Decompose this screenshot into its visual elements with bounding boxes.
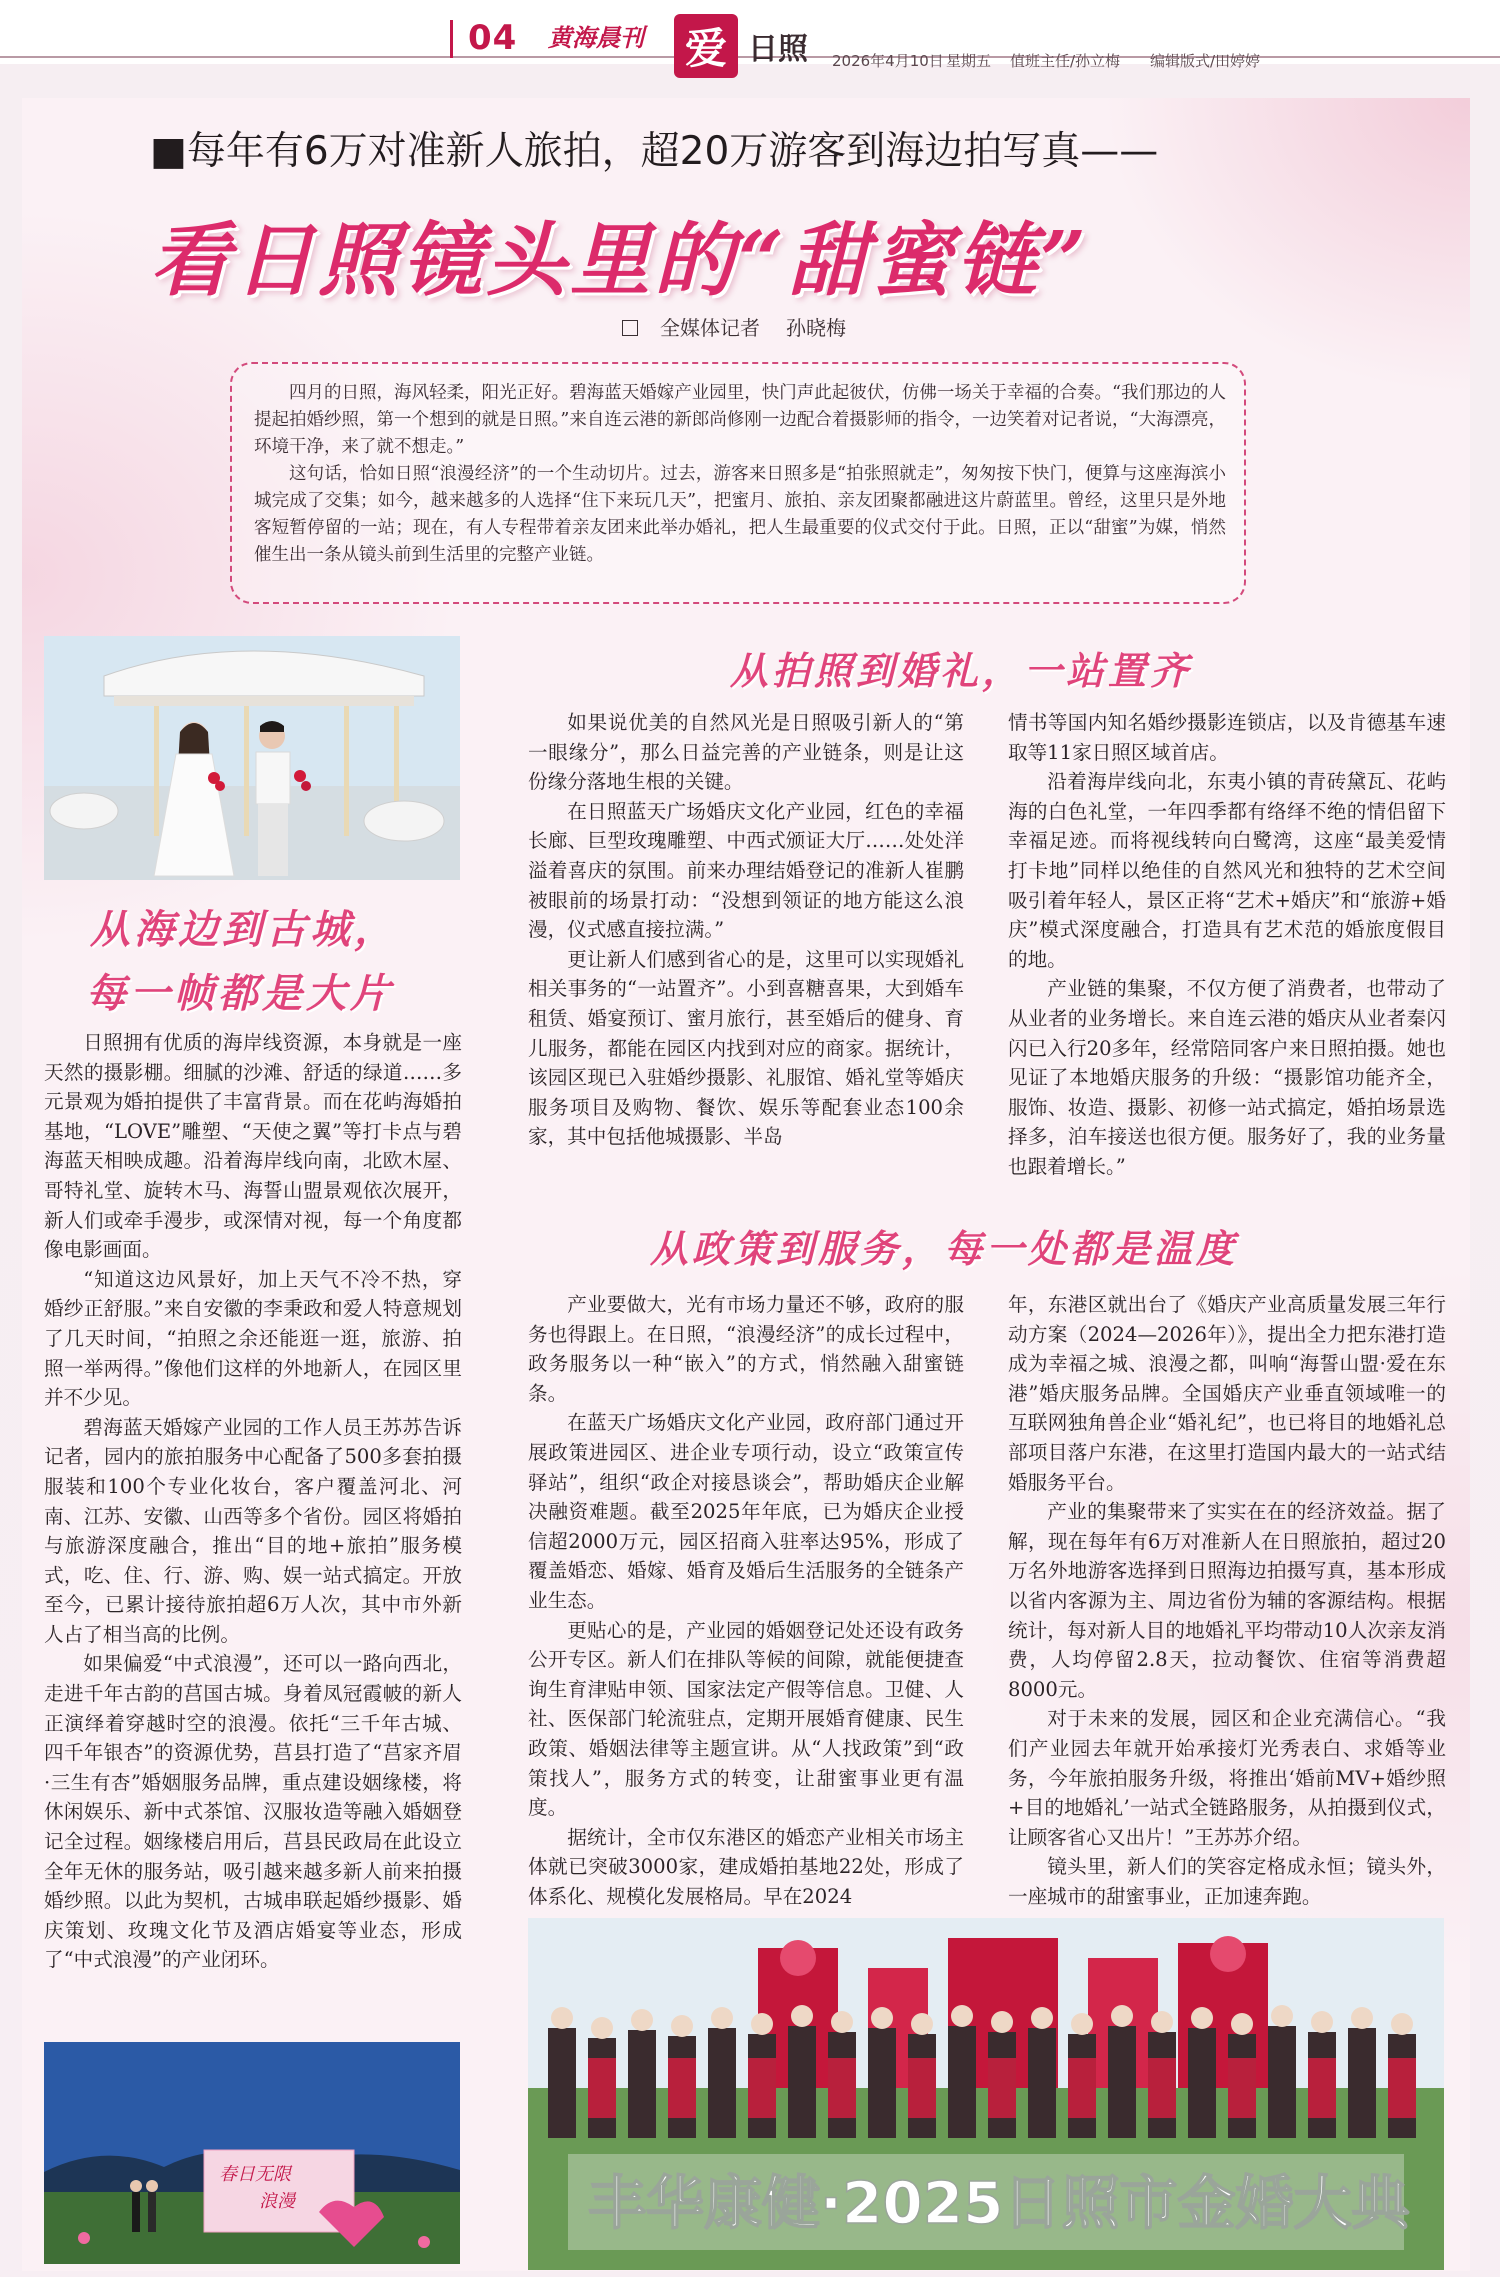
article-headline: 看日照镜头里的“甜蜜链” [150,213,1091,307]
section3-paragraph: 产业要做大，光有市场力量还不够，政府的服务也得跟上。在日照，“浪漫经济”的成长过程中，政务服务以一种“嵌入”的方式，悄然融入甜蜜链条。 [528,1293,964,1405]
carousel-illustration [44,636,460,880]
section1-body [44,1028,462,1975]
section2-col-a [528,708,964,1152]
section1-title-line2: 每一帧都是大片 [86,970,394,1017]
paper-name: 黄海晨刊 [548,23,644,52]
section2-paragraph: 更让新人们感到省心的是，这里可以实现婚礼相关事务的“一站置齐”。小到喜糖喜果，大到婚车租赁、婚宴预订、蜜月旅行，甚至婚后的健身、育儿服务，都能在园区内找到对应的商家。据统计，该园区现已入驻婚纱摄影、礼服馆、婚礼堂等婚庆服务项目及购物、餐饮、娱乐等配套业态100余家，其中包括他城摄影、半岛 [528,947,964,1149]
night-stage-illustration [44,2042,460,2264]
page-number: 04 [468,18,518,58]
section3-title: 从政策到服务，每一处都是温度 [650,1226,1239,1271]
section3-paragraph: 产业的集聚带来了实实在在的经济效益。据了解，现在每年有6万对准新人在日照旅拍，超过20万名外地游客选择到日照海边拍摄写真，基本形成以省内客源为主、周边省份为辅的客源结构。根据统计，每对新人目的地婚礼平均带动10人次亲友消费，人均停留2.8天，拉动餐饮、住宿等消费超8000元。 [1008,1500,1446,1701]
section3-paragraph: 对于未来的发展，园区和企业充满信心。“我们产业园去年就开始承接灯光秀表白、求婚等业务，今年旅拍服务升级，将推出‘婚前MV+婚纱照+目的地婚礼’一站式全链路服务，从拍摄到仪式，让顾客省心又出片！”王苏苏介绍。 [1008,1707,1446,1849]
section2-paragraph: 如果说优美的自然风光是日照吸引新人的“第一眼缘分”，那么日益完善的产业链条，则是让这份缘分落地生根的关键。 [528,711,964,794]
masthead [0,0,1500,73]
section3-col-a [528,1290,964,1911]
page-number-bar [450,20,453,58]
photo-golden-wedding [528,1918,1444,2270]
photo-night-stage [44,2042,460,2264]
section1-paragraph: 碧海蓝天婚嫁产业园的工作人员王苏苏告诉记者，园内的旅拍服务中心配备了500多套拍摄服装和100个专业化妆台，客户覆盖河北、河南、江苏、安徽、山西等多个省份。园区将婚拍与旅游深度融合，推出“目的地+旅拍”服务模式，吃、住、行、游、购、娱一站式搞定。开放至今，已累计接待旅拍超6万人次，其中市外新人占了相当高的比例。 [44,1415,462,1646]
lede-box [230,362,1246,604]
duty-editor: 值班主任/孙立梅 [1010,52,1121,70]
stage-sign-line1: 春日无限 [219,2164,291,2185]
section-badge: 爱 [674,14,738,78]
byline-box-icon [622,320,638,336]
section2-paragraph: 沿着海岸线向北，东夷小镇的青砖黛瓦、花屿海的白色礼堂，一年四季都有络绎不绝的情侣留下幸福足迹。而将视线转向白鹭湾，这座“最美爱情打卡地”同样以绝佳的自然风光和独特的艺术空间吸引着年轻人，景区正将“艺术+婚庆”和“旅游+婚庆”模式深度融合，打造具有艺术范的婚旅度假目的地。 [1008,770,1446,971]
section2-paragraph: 在日照蓝天广场婚庆文化产业园，红色的幸福长廊、巨型玫瑰雕塑、中西式颁证大厅……处处洋溢着喜庆的氛围。前来办理结婚登记的准新人崔鹏被眼前的场景打动：“没想到领证的地方能这么浪漫，仪式感直接拉满。” [528,799,964,942]
section1-title-line1: 从海边到古城， [90,906,398,953]
lede-paragraph: 这句话，恰如日照“浪漫经济”的一个生动切片。过去，游客来日照多是“拍张照就走”，匆匆按下快门，便算与这座海滨小城完成了交集；如今，越来越多的人选择“住下来玩几天”，把蜜月、旅拍、亲友团聚都融进这片蔚蓝里。曾经，这里只是外地客短暂停留的一站；现在，有人专程带着亲友团来此举办婚礼，把人生最重要的仪式交付于此。日照，正以“甜蜜”为媒，悄然催生出一条从镜头前到生活里的完整产业链。 [254,464,1226,565]
section3-paragraph: 镜头里，新人们的笑容定格成永恒；镜头外，一座城市的甜蜜事业，正加速奔跑。 [1008,1855,1446,1908]
issue-weekday: 星期五 [946,52,992,70]
photo-couple-carousel [44,636,460,880]
byline-name: 孙晓梅 [786,316,846,340]
section2-title: 从拍照到婚礼，一站置齐 [730,648,1193,693]
section2-col-b [1008,708,1446,1182]
article-kicker: ■每年有6万对准新人旅拍，超20万游客到海边拍写真—— [150,129,1159,174]
stage-sign-line2: 浪漫 [259,2191,295,2212]
golden-wedding-illustration [528,1918,1444,2270]
byline [622,312,846,341]
section1-paragraph: 如果偏爱“中式浪漫”，还可以一路向西北，走进千年古韵的莒国古城。身着凤冠霞帔的新人正演绎着穿越时空的浪漫。依托“三千年古城、四千年银杏”的资源优势，莒县打造了“莒家齐眉·三生有杏”婚姻服务品牌，重点建设姻缘楼，将休闲娱乐、新中式茶馆、汉服妆造等融入婚姻登记全过程。姻缘楼启用后，莒县民政局在此设立全年无休的服务站，吸引越来越多新人前来拍摄婚纱照。以此为契机，古城串联起婚纱摄影、婚庆策划、玫瑰文化节及酒店婚宴等业态，形成了“中式浪漫”的产业闭环。 [44,1652,462,1972]
golden-wedding-caption: 丰华康健·2025日照市金婚大典 [588,2169,1410,2237]
section2-paragraph: 产业链的集聚，不仅方便了消费者，也带动了从业者的业务增长。来自连云港的婚庆从业者秦闪闪已入行20多年，经常陪同客户来日照拍摄。她也见证了本地婚庆服务的升级：“摄影馆功能齐全，服饰、妆造、摄影、初修一站式搞定，婚拍场景选择多，泊车接送也很方便。服务好了，我的业务量也跟着增长。” [1008,977,1446,1178]
section1-paragraph: 日照拥有优质的海岸线资源，本身就是一座天然的摄影棚。细腻的沙滩、舒适的绿道……多元景观为婚拍提供了丰富背景。而在花屿海婚拍基地，“LOVE”雕塑、“天使之翼”等打卡点与碧海蓝天相映成趣。沿着海岸线向南，北欧木屋、哥特礼堂、旋转木马、海誓山盟景观依次展开，新人们或牵手漫步，或深情对视，每一个角度都像电影画面。 [44,1031,462,1262]
section3-continuation: 年，东港区就出台了《婚庆产业高质量发展三年行动方案（2024—2026年）》，提出全力把东港打造成为幸福之城、浪漫之都，叫响“海誓山盟·爱在东港”婚庆服务品牌。全国婚庆产业垂直领域唯一的互联网独角兽企业“婚礼纪”，也已将目的地婚礼总部项目落户东港，在这里打造国内最大的一站式结婚服务平台。 [1008,1293,1446,1494]
issue-date: 2026年4月10日 [832,52,944,70]
section3-paragraph: 据统计，全市仅东港区的婚恋产业相关市场主体就已突破3000家，建成婚拍基地22处，形成了体系化、规模化发展格局。早在2024 [528,1825,964,1908]
section-name: 日照 [748,32,808,67]
section1-paragraph: “知道这边风景好，加上天气不冷不热，穿婚纱正舒服。”来自安徽的李秉政和爱人特意规划了几天时间，“拍照之余还能逛一逛，旅游、拍照一举两得。”像他们这样的外地新人，在园区里并不少见。 [44,1267,462,1410]
lede-paragraph: 四月的日照，海风轻柔，阳光正好。碧海蓝天婚嫁产业园里，快门声此起彼伏，仿佛一场关于幸福的合奏。“我们那边的人提起拍婚纱照，第一个想到的就是日照。”来自连云港的新郎尚修刚一边配合着摄影师的指令，一边笑着对记者说，“大海漂亮，环境干净，来了就不想走。” [254,383,1226,457]
section3-paragraph: 更贴心的是，产业园的婚姻登记处还设有政务公开专区。新人们在排队等候的间隙，就能便捷查询生育津贴申领、国家法定产假等信息。卫健、人社、医保部门轮流驻点，定期开展婚育健康、民生政策、婚姻法律等主题宣讲。从“人找政策”到“政策找人”，服务方式的转变，让甜蜜事业更有温度。 [528,1618,964,1820]
byline-role: 全媒体记者 [660,316,760,340]
layout-editor: 编辑版式/田婷婷 [1150,52,1261,70]
section3-col-b [1008,1290,1446,1911]
section3-paragraph: 在蓝天广场婚庆文化产业园，政府部门通过开展政策进园区、进企业专项行动，设立“政策宣传驿站”，组织“政企对接恳谈会”，帮助婚庆企业解决融资难题。截至2025年年底，已为婚庆企业授信超2000万元，园区招商入驻率达95%，形成了覆盖婚恋、婚嫁、婚育及婚后生活服务的全链条产业生态。 [528,1411,964,1612]
section2-continuation: 情书等国内知名婚纱摄影连锁店，以及肯德基车速取等11家日照区域首店。 [1008,711,1446,764]
